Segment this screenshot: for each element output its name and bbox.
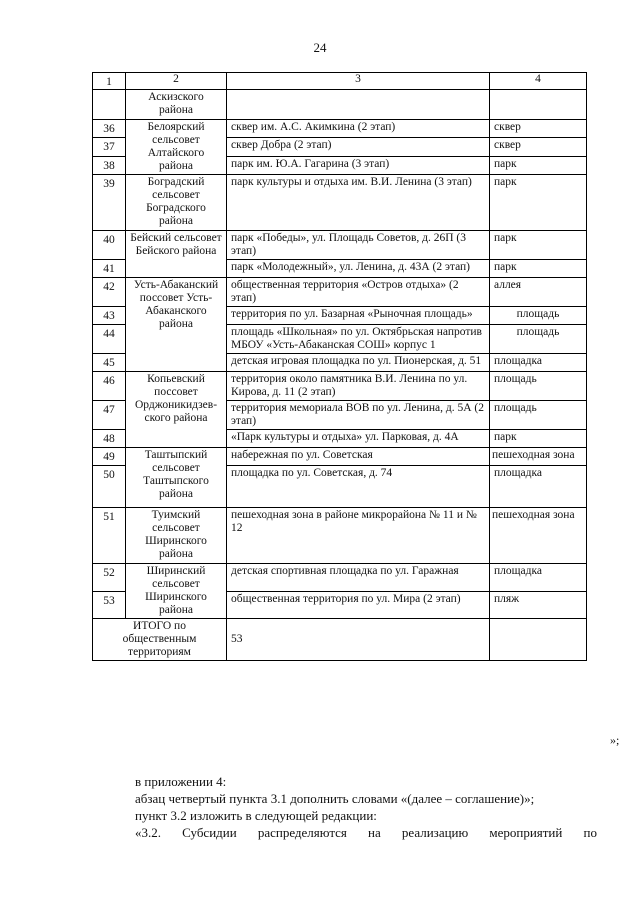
territory-cell: сквер Добра (2 этап) xyxy=(227,138,490,156)
row-number: 49 xyxy=(93,448,126,466)
municipality-cell: Белоярский сельсовет Алтайского района xyxy=(126,120,227,175)
table-row xyxy=(93,120,587,138)
page-number: 24 xyxy=(313,40,327,55)
type-cell: парк xyxy=(490,260,587,278)
row-number: 38 xyxy=(93,156,126,174)
table-row xyxy=(93,564,587,592)
municipality-cell: Аскизского района xyxy=(126,90,227,120)
municipality-cell: Копьевский поссовет Орджоникидзев-ского района xyxy=(126,372,227,448)
table-header-row xyxy=(93,73,587,90)
row-number: 52 xyxy=(93,564,126,592)
table-row xyxy=(93,278,587,307)
closing-quote: »; xyxy=(610,733,620,747)
row-number xyxy=(93,90,126,120)
row-number: 46 xyxy=(93,372,126,401)
type-cell: площадь xyxy=(490,372,587,401)
row-number: 51 xyxy=(93,508,126,564)
territory-cell: территория мемориала ВОВ по ул. Ленина, д. 5А (2 этап) xyxy=(227,401,490,430)
territory-cell: парк культуры и отдыха им. В.И. Ленина (3 этап) xyxy=(227,175,490,231)
territory-cell: детская игровая площадка по ул. Пионерская, д. 51 xyxy=(227,354,490,372)
territory-cell: сквер им. А.С. Акимкина (2 этап) xyxy=(227,120,490,138)
territory-cell xyxy=(227,90,490,120)
type-cell: площадь xyxy=(490,307,587,325)
territory-cell: парк «Победы», ул. Площадь Советов, д. 26П (3 этап) xyxy=(227,231,490,260)
municipality-cell: Усть-Абаканский поссовет Усть-Абаканского района xyxy=(126,278,227,372)
paragraph-word: реализацию xyxy=(401,825,469,840)
type-cell: парк xyxy=(490,156,587,174)
type-cell: парк xyxy=(490,175,587,231)
header-col-4: 4 xyxy=(490,73,587,90)
total-row xyxy=(93,619,587,661)
territory-cell: территория по ул. Базарная «Рыночная площадь» xyxy=(227,307,490,325)
type-cell: сквер xyxy=(490,138,587,156)
row-number: 40 xyxy=(93,231,126,260)
type-cell: пляж xyxy=(490,591,587,619)
type-cell: парк xyxy=(490,231,587,260)
table-row xyxy=(93,372,587,401)
paragraph-word: по xyxy=(583,825,597,840)
row-number: 36 xyxy=(93,120,126,138)
type-cell: площадь xyxy=(490,325,587,354)
type-cell xyxy=(490,90,587,120)
municipality-cell: Ширинский сельсовет Ширинского района xyxy=(126,564,227,619)
row-number: 48 xyxy=(93,430,126,448)
municipality-cell: Таштыпский сельсовет Таштыпского района xyxy=(126,448,227,508)
territory-cell: общественная территория «Остров отдыха» (2 этап) xyxy=(227,278,490,307)
territory-cell: общественная территория по ул. Мира (2 этап) xyxy=(227,591,490,619)
header-col-3: 3 xyxy=(227,73,490,90)
total-label: ИТОГО по общественным территориям xyxy=(93,619,227,661)
total-value: 53 xyxy=(227,619,490,661)
municipality-cell: Туимский сельсовет Ширинского района xyxy=(126,508,227,564)
type-cell: площадка xyxy=(490,354,587,372)
row-number: 43 xyxy=(93,307,126,325)
type-cell: площадка xyxy=(490,466,587,508)
type-cell: пешеходная зона xyxy=(490,448,587,466)
paragraph-clause-3-1: абзац четвертый пункта 3.1 дополнить словами «(далее – соглашение)»; xyxy=(135,791,535,806)
row-number: 53 xyxy=(93,591,126,619)
type-cell: площадка xyxy=(490,564,587,592)
row-number: 45 xyxy=(93,354,126,372)
header-col-1: 1 xyxy=(93,73,126,90)
territory-cell: территория около памятника В.И. Ленина по ул. Кирова, д. 11 (2 этап) xyxy=(227,372,490,401)
territory-cell: «Парк культуры и отдыха» ул. Парковая, д. 4А xyxy=(227,430,490,448)
type-cell: сквер xyxy=(490,120,587,138)
type-cell: парк xyxy=(490,430,587,448)
paragraph-word: Субсидии xyxy=(182,825,237,840)
row-number: 44 xyxy=(93,325,126,354)
territory-cell: парк «Молодежный», ул. Ленина, д. 43А (2 этап) xyxy=(227,260,490,278)
territory-cell: детская спортивная площадка по ул. Гаражная xyxy=(227,564,490,592)
table-row xyxy=(93,508,587,564)
territory-cell: площадь «Школьная» по ул. Октябрьская напротив МБОУ «Усть-Абаканская СОШ» корпус 1 xyxy=(227,325,490,354)
paragraph-word: распределяются xyxy=(257,825,347,840)
row-number: 39 xyxy=(93,175,126,231)
table-row xyxy=(93,448,587,466)
territory-cell: пешеходная зона в районе микрорайона № 11 и № 12 xyxy=(227,508,490,564)
table-row xyxy=(93,175,587,231)
paragraph-word: «3.2. xyxy=(135,825,161,840)
municipality-cell: Боградский сельсовет Боградского района xyxy=(126,175,227,231)
municipality-cell: Бейский сельсовет Бейского района xyxy=(126,231,227,278)
table-row xyxy=(93,90,587,120)
type-cell: площадь xyxy=(490,401,587,430)
territory-cell: парк им. Ю.А. Гагарина (3 этап) xyxy=(227,156,490,174)
header-col-2: 2 xyxy=(126,73,227,90)
row-number: 47 xyxy=(93,401,126,430)
paragraph-appendix-4: в приложении 4: xyxy=(135,774,227,789)
territory-cell: площадка по ул. Советская, д. 74 xyxy=(227,466,490,508)
row-number: 42 xyxy=(93,278,126,307)
paragraph-word: мероприятий xyxy=(489,825,563,840)
row-number: 37 xyxy=(93,138,126,156)
territory-cell: набережная по ул. Советская xyxy=(227,448,490,466)
row-number: 50 xyxy=(93,466,126,508)
paragraph-word: на xyxy=(368,825,381,840)
type-cell: аллея xyxy=(490,278,587,307)
row-number: 41 xyxy=(93,260,126,278)
table-row xyxy=(93,231,587,260)
territories-table xyxy=(92,72,587,661)
paragraph-subsidies xyxy=(135,825,597,841)
type-cell: пешеходная зона xyxy=(490,508,587,564)
total-empty-cell xyxy=(490,619,587,661)
paragraph-clause-3-2: пункт 3.2 изложить в следующей редакции: xyxy=(135,808,377,823)
